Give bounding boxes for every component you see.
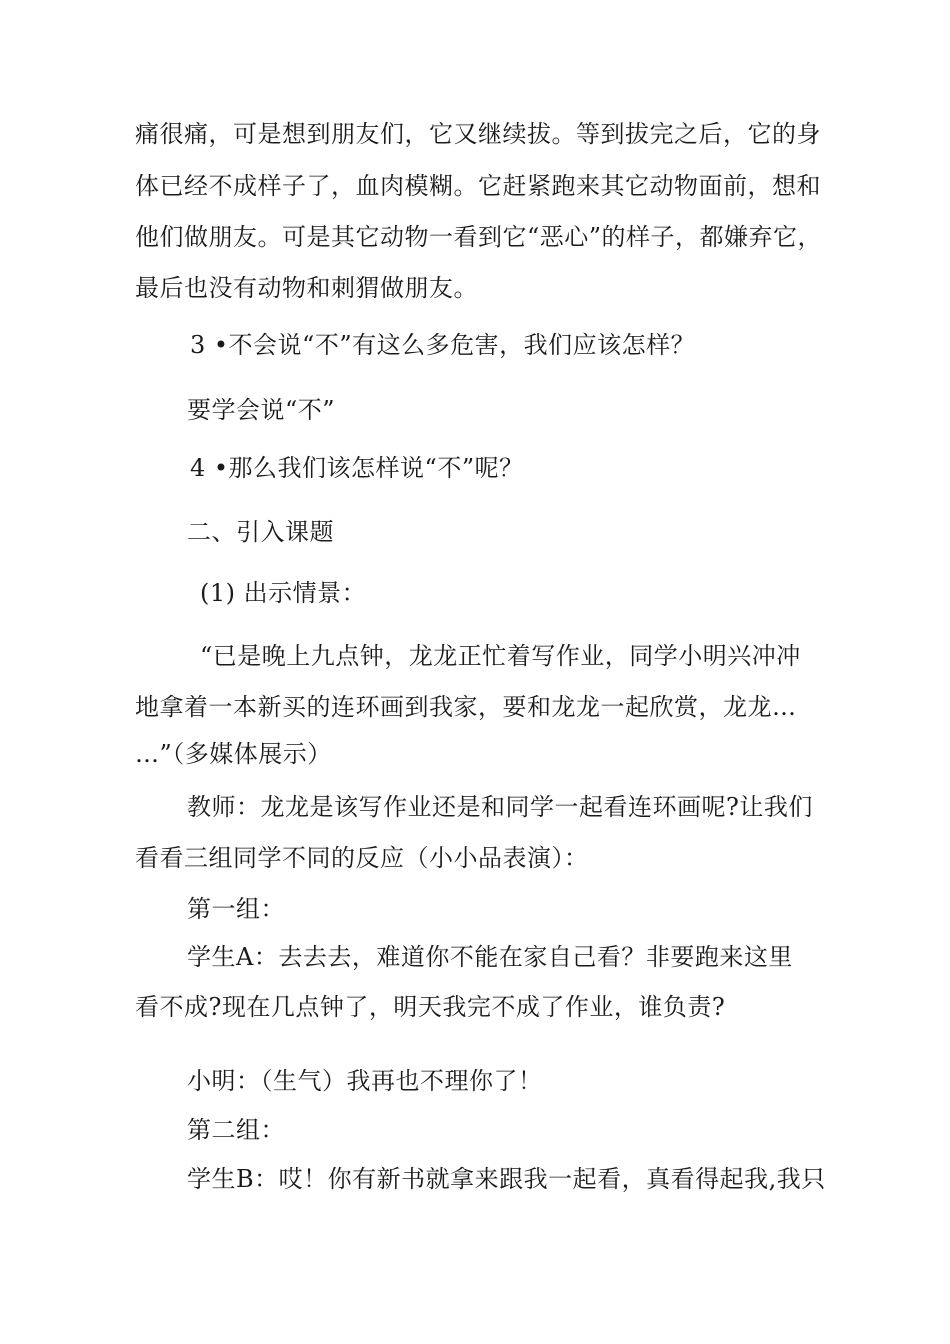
- xiaoming-line: 小明：（生气）我再也不理你了！: [187, 1067, 543, 1095]
- group-2-label: 第二组：: [187, 1116, 285, 1144]
- scenario-line: …”（多媒体展示）: [135, 740, 332, 768]
- teacher-line: 看看三组同学不同的反应（小小品表演）：: [135, 844, 589, 872]
- answer-3: 要学会说“不”: [187, 396, 336, 424]
- scenario-line: 地拿着一本新买的连环画到我家，要和龙龙一起欣赏，龙龙…: [135, 693, 797, 721]
- group-1-label: 第一组：: [187, 895, 285, 923]
- scenario-line: “已是晚上九点钟，龙龙正忙着写作业，同学小明兴冲冲: [200, 642, 801, 670]
- paragraph-line: 他们做朋友。可是其它动物一看到它“恶心”的样子，都嫌弃它，: [135, 223, 823, 251]
- question-3: 3 •不会说“不”有这么多危害，我们应该怎样？: [190, 331, 696, 359]
- student-a-line: 看不成?现在几点钟了，明天我完不成了作业，谁负责?: [135, 993, 726, 1021]
- item-1: (1) 出示情景：: [200, 579, 367, 607]
- section-heading: 二、引入课题: [187, 518, 334, 546]
- paragraph-line: 痛很痛，可是想到朋友们，它又继续拔。等到拔完之后，它的身: [135, 120, 821, 148]
- question-4: 4 •那么我们该怎样说“不”呢？: [190, 454, 524, 482]
- paragraph-line: 最后也没有动物和刺猬做朋友。: [135, 274, 478, 302]
- paragraph-line: 体已经不成样子了，血肉模糊。它赶紧跑来其它动物面前，想和: [135, 172, 821, 200]
- teacher-line: 教师：龙龙是该写作业还是和同学一起看连环画呢?让我们: [187, 793, 813, 821]
- student-a-line: 学生A：去去去，难道你不能在家自己看？非要跑来这里: [187, 943, 793, 971]
- student-b-line: 学生B：哎！你有新书就拿来跟我一起看，真看得起我,我只: [187, 1165, 826, 1193]
